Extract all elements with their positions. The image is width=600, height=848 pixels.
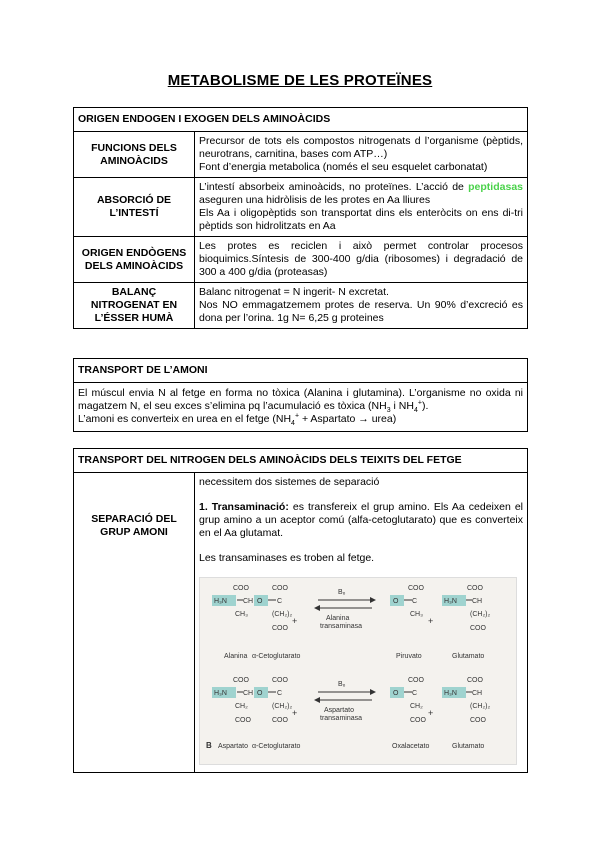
svg-text:C: C [277,690,283,697]
svg-text:H₃N: H₃N [444,598,457,605]
svg-text:C: C [277,598,283,605]
amino-acid-origin-table [73,107,528,329]
piruvato-label: Piruvato [396,653,422,660]
alanina-label: Alanina [224,653,248,660]
svg-text:COO: COO [467,677,483,684]
svg-text:COO: COO [272,717,288,724]
svg-text:O: O [393,598,399,605]
ketoglutarato-label: α-Cetoglutarato [252,653,301,660]
svg-text:COO: COO [470,625,486,632]
section-content: El múscul envia N al fetge en forma no tòxica (Alanina i glutamina). L’organisme no oxida ni magatzem N, el seu exces s’elimina pq l’acumulació es tòxica ($NH_3$ i $NH_4^+$). L’amoni es converteix en urea en el fetge ($NH_4^+$ + Aspartato → urea) [74,383,528,432]
section-header: ORIGEN ENDOGEN I EXOGEN DELS AMINOÀCIDS [74,108,528,132]
row-content: Les protes es reciclen i això permet controlar procesos bioquimics.Síntesis de 300-400 g/dia (ribosomes) i degradació de 300 a 400 g/dia (proteasas) [195,237,528,283]
svg-text:transaminasa: transaminasa [320,715,363,722]
svg-text:Aspartato: Aspartato [324,707,354,714]
svg-text:Alanina: Alanina [326,615,350,622]
svg-text:(CH₂)₂: (CH₂)₂ [272,703,293,710]
h3n-label: H₃N [214,598,227,605]
svg-text:C: C [412,598,418,605]
ch3-label: CH₃ [235,611,248,618]
svg-text:CH: CH [243,690,254,697]
svg-text:Glutamato: Glutamato [452,743,485,750]
svg-text:COO: COO [272,625,288,632]
svg-text:+: + [428,616,434,626]
svg-text:O: O [257,690,263,697]
nitrogen-transport-table [73,448,528,773]
row-content: necessitem dos sistemes de separació 1. Transaminació: es transfereix el grup amino. Els Aa cedeixen el grup amino a un aceptor comú (alfa-cetoglutarato) que es converteix en el Aa glutamat. Les transaminases es troben al fetge. COO H₃N CH CH₃ Alanina COO O C (CH₂)₂ COO α-Cetoglutarato B₆ Alanina transaminasa COO O C CH₃ Piruvato COO H₃N CH (CH₂)₂ COO Glutamato COO H₃N CH CH₂ COO B Aspartato COO O C (CH₂)₂ COO α-Cetoglutarato B₆ Aspartato transaminasa COO O C CH₂ COO Oxalacetato COO H₃N CH (CH₂)₂ COO Glutamato + + + + [195,473,528,773]
svg-text:CH: CH [472,598,483,605]
peptidasas-highlight: peptidasas [468,181,523,193]
svg-text:COO: COO [408,585,424,592]
svg-text:(CH₂)₂: (CH₂)₂ [470,611,491,618]
row-content: Balanc nitrogenat = N ingerit- N excretat. Nos NO emmagatzemem protes de reserva. Un 90% d’excreció es dona per l’orina. 1g N= 6,25 g proteines [195,283,528,329]
transamination-figure [199,577,517,765]
svg-text:CH₃: CH₃ [410,611,423,618]
svg-text:COO: COO [470,717,486,724]
svg-text:H₃N: H₃N [214,690,227,697]
row-label: FUNCIONS DELS AMINOÀCIDS [74,132,195,178]
svg-text:+: + [428,708,434,718]
svg-text:O: O [257,598,263,605]
row-label: ABSORCIÓ DE L’INTESTÍ [74,178,195,237]
svg-text:COO: COO [272,585,288,592]
row-label: BALANÇ NITROGENAT EN L’ÉSSER HUMÀ [74,283,195,329]
svg-text:H₃N: H₃N [444,690,457,697]
page-title: METABOLISME DE LES PROTEÏNES [167,72,433,89]
svg-text:C: C [412,690,418,697]
svg-text:COO: COO [410,717,426,724]
svg-text:(CH₂)₂: (CH₂)₂ [272,611,293,618]
glutamato-label: Glutamato [452,653,485,660]
aspartato-label: Aspartato [218,743,248,750]
svg-text:CH: CH [472,690,483,697]
svg-text:α-Cetoglutarato: α-Cetoglutarato [252,743,301,750]
svg-text:COO: COO [408,677,424,684]
svg-text:transaminasa: transaminasa [320,623,363,630]
svg-text:COO: COO [467,585,483,592]
ammonium-transport-table [73,358,528,432]
section-header: TRANSPORT DEL NITROGEN DELS AMINOÀCIDS DELS TEIXITS DEL FETGE [74,449,528,473]
svg-text:B₆: B₆ [338,589,346,596]
svg-text:(CH₂)₂: (CH₂)₂ [470,703,491,710]
svg-text:O: O [393,690,399,697]
svg-text:+: + [292,616,298,626]
svg-text:B₆: B₆ [338,681,346,688]
oxalacetato-label: Oxalacetato [392,743,430,750]
svg-text:COO: COO [235,717,251,724]
svg-text:+: + [292,708,298,718]
svg-text:CH₂: CH₂ [235,703,248,710]
row-content: L’intestí absorbeix aminoàcids, no proteïnes. L’acció de peptidasas aseguren una hidròlisis de les protes en Aa lliures Els Aa i oligopèptids son transportat dins els enteròcits on ens di-tri pèptids son hidrolitzats en Aa [195,178,528,237]
svg-text:COO: COO [233,677,249,684]
coo-label: COO [233,585,249,592]
row-label: SEPARACIÓ DEL GRUP AMONI [74,473,195,773]
section-header: TRANSPORT DE L’AMONI [74,359,528,383]
row-content: Precursor de tots els compostos nitrogenats d l’organisme (pèptids, neurotrans, carnitina, bases com ATP…) Font d’energia metabolica (només el seu esquelet carbonatat) [195,132,528,178]
row-label: ORIGEN ENDÒGENS DELS AMINOÀCIDS [74,237,195,283]
ch-label: CH [243,598,254,605]
panel-b-label: B [206,741,212,750]
svg-text:COO: COO [272,677,288,684]
svg-text:CH₂: CH₂ [410,703,423,710]
